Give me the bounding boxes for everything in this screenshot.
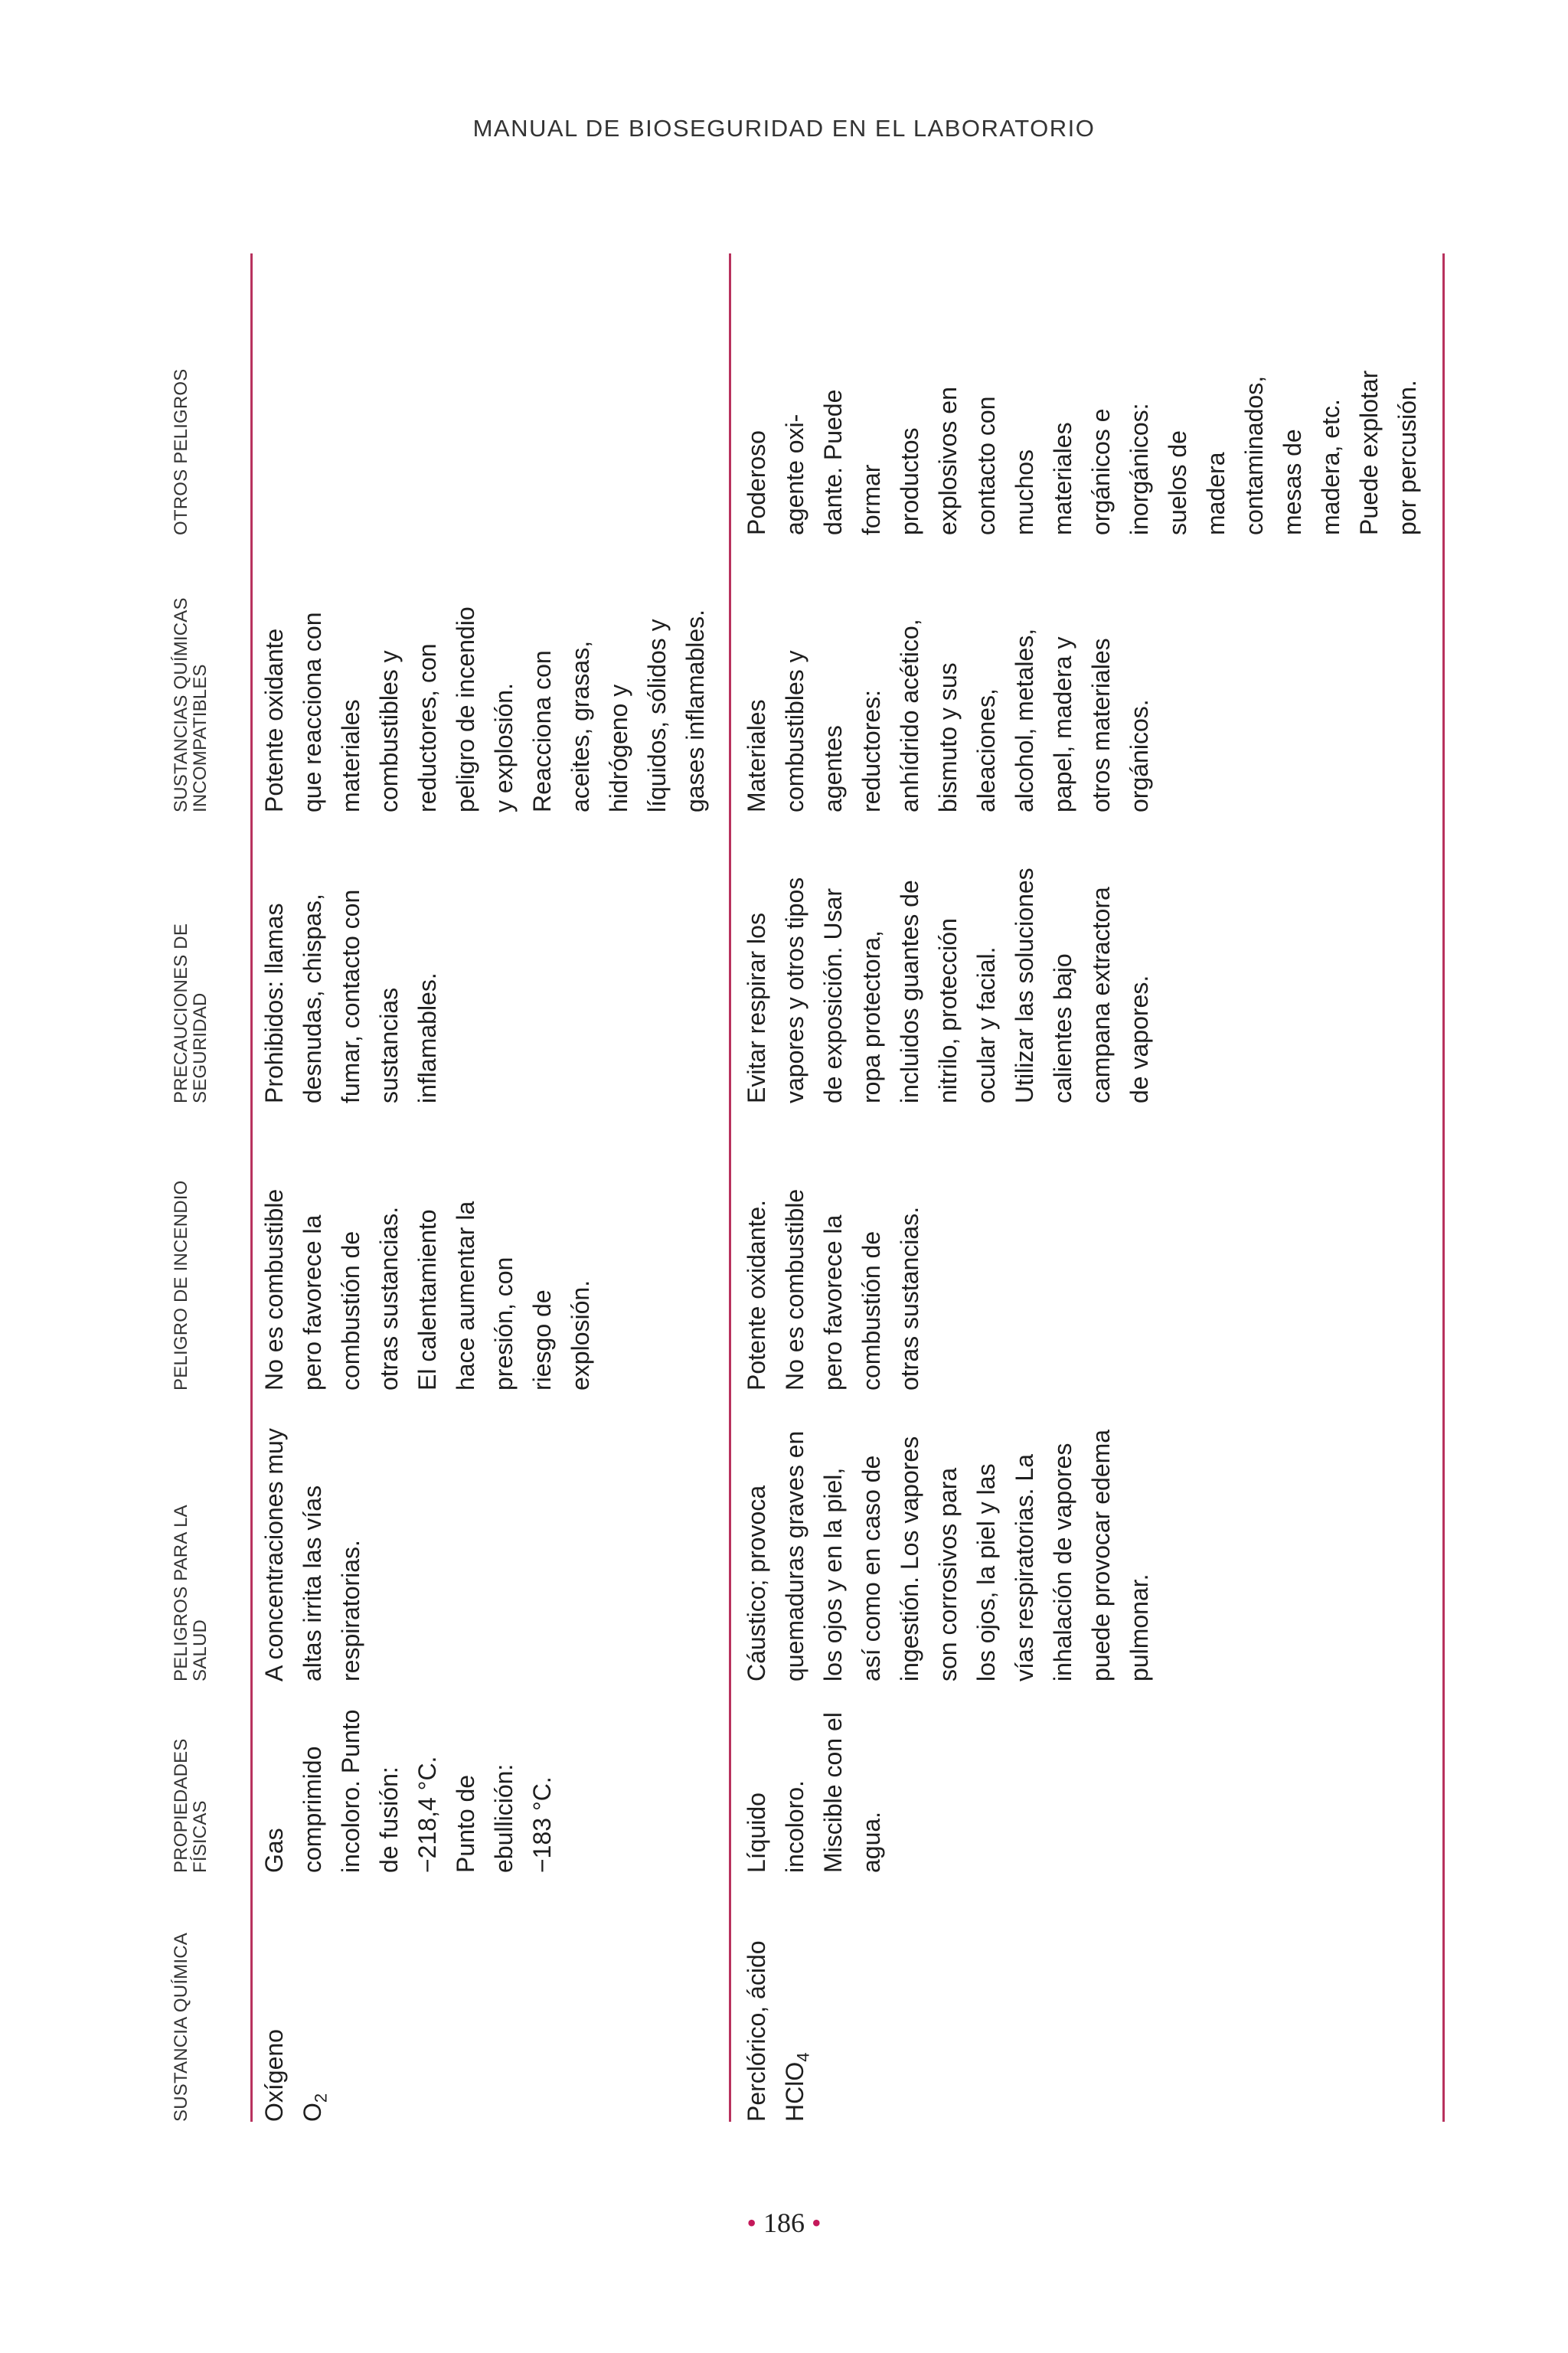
cell-other [250, 253, 255, 535]
substance-name: Perclórico, ácido [743, 1940, 770, 2122]
cell-substance [733, 1873, 814, 2122]
table-rule-bottom [1442, 253, 1445, 2122]
column-header-precautions: PRECAUCIONES DE SEGURIDAD [171, 923, 211, 1103]
cell-fire: No es combustible pero favorece la combustión de otras sustancias. El calentamiento hace aumentar la presión, con riesgo de explosión. [260, 1188, 594, 1391]
column-header-fire: PELIGRO DE INCENDIO [171, 1180, 191, 1391]
cell-fire: Potente oxidante. No es combustible pero favorece la combustión de otras sustancias. [743, 1188, 923, 1391]
formula-main: HClO [781, 2061, 808, 2122]
table-row [733, 253, 1445, 2122]
cell-health: Cáustico; provoca quemaduras graves en los ojos y en la piel, así como en caso de ingestión. Los vapores son corrosivos para los ojos, la piel y las vías respiratorias. La inhalación de vapores puede provocar edema pulmonar. [743, 1429, 1153, 1681]
cell-other: Poderoso agente oxi- dante. Puede formar productos explosivos en contacto con muchos materiales orgánicos e inorgánicos: suelos de madera contaminados, mesas de madera, etc. Puede explotar por percusión. [743, 370, 1421, 535]
page-number-value: 186 [763, 2208, 805, 2238]
formula-subscript: 4 [793, 2052, 813, 2062]
table-header-row [162, 253, 250, 2122]
table-row [250, 253, 733, 2122]
substance-formula [776, 1873, 814, 2122]
formula-subscript: 2 [311, 2093, 331, 2103]
cell-incompatible: Potente oxidante que reacciona con materiales combustibles y reductores, con peligro de incendio y explosión. Reacciona con aceites, grasas, hidrógeno y líquidos, sólidos y gases inflamables. [260, 606, 709, 812]
running-header: MANUAL DE BIOSEGURIDAD EN EL LABORATORIO [472, 115, 1096, 142]
column-header-other: OTROS PELIGROS [171, 368, 191, 535]
cell-substance [250, 1873, 332, 2122]
column-header-incompatible: SUSTANCIAS QUÍMICAS INCOMPATIBLES [171, 597, 211, 812]
cell-precautions: Prohibidos: llamas desnudas, chispas, fumar, contacto con sustancias inflamables. [260, 889, 441, 1103]
page-bullet-right: • [812, 2208, 822, 2238]
page-bullet-left: • [746, 2208, 756, 2238]
column-header-health: PELIGROS PARA LA SALUD [171, 1505, 211, 1681]
cell-incompatible: Materiales combustibles y agentes reductores: anhídrido acético, bismuto y sus aleaciones, alcohol, metales, papel, madera y otros materiales orgánicos. [743, 619, 1153, 812]
column-header-substance: SUSTANCIA QUÍMICA [171, 1933, 191, 2122]
cell-properties: Líquido incoloro. Miscible con el agua. [743, 1712, 885, 1873]
rotated-table [162, 253, 1445, 2122]
table-rule-middle [729, 253, 731, 2122]
substance-formula [293, 1873, 332, 2122]
page-number [0, 2207, 1568, 2239]
formula-main: O [299, 2103, 326, 2122]
cell-precautions: Evitar respirar los vapores y otros tipos de exposición. Usar ropa protectora, incluidos guantes de nitrilo, protección ocular y facial. Utilizar las soluciones calientes bajo campana extractora de vapores. [743, 868, 1153, 1103]
substance-name: Oxígeno [260, 2029, 288, 2122]
column-header-properties: PROPIEDADES FÍSICAS [171, 1738, 211, 1873]
cell-health: A concentraciones muy altas irrita las vías respiratorias. [260, 1428, 364, 1681]
cell-properties: Gas comprimido incoloro. Punto de fusión: −218,4 °C. Punto de ebullición: −183 °C. [260, 1709, 556, 1873]
